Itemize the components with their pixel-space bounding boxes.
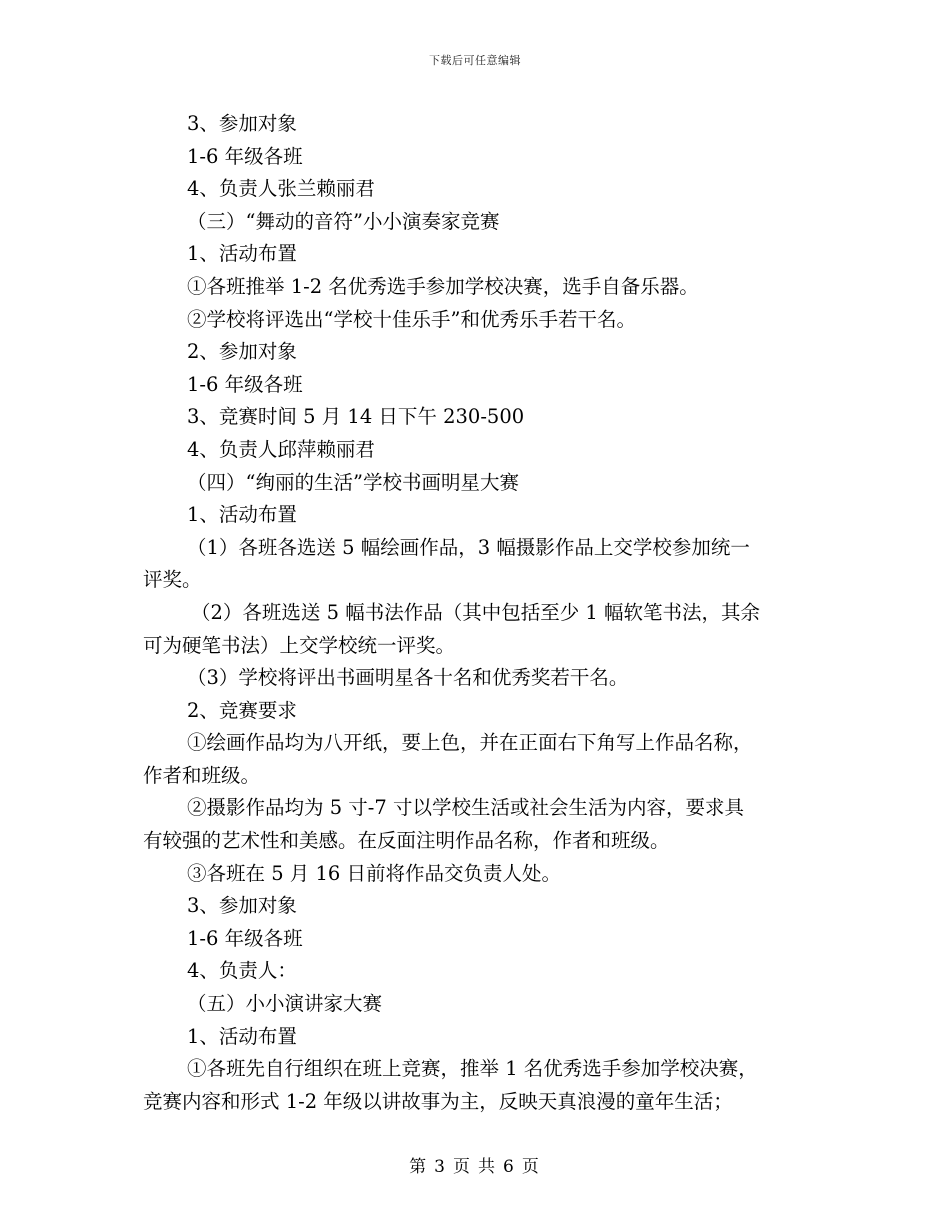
footer-total-pages: 6 bbox=[503, 1157, 516, 1177]
page-footer bbox=[0, 1152, 950, 1177]
text-line: （1）各班各选送 5 幅绘画作品，3 幅摄影作品上交学校参加统一 bbox=[187, 535, 750, 559]
text-line: ②摄影作品均为 5 寸-7 寸以学校生活或社会生活为内容，要求具 bbox=[187, 796, 744, 820]
text-line: ①各班推举 1-2 名优秀选手参加学校决赛，选手自备乐器。 bbox=[187, 274, 699, 298]
text-line: 1、活动布置 bbox=[187, 242, 297, 266]
text-line: 2、竞赛要求 bbox=[187, 698, 297, 722]
footer-total-word: 共 bbox=[478, 1157, 497, 1177]
text-line: ③各班在 5 月 16 日前将作品交负责人处。 bbox=[187, 861, 562, 885]
text-line: ①各班先自行组织在班上竞赛，推举 1 名优秀选手参加学校决赛， bbox=[187, 1057, 758, 1081]
text-line: ①绘画作品均为八开纸，要上色，并在正面右下角写上作品名称， bbox=[187, 731, 753, 755]
text-line: 1-6 年级各班 bbox=[187, 372, 303, 396]
text-line: 3、参加对象 bbox=[187, 112, 297, 135]
text-line: 1-6 年级各班 bbox=[187, 926, 303, 950]
text-line: 2、参加对象 bbox=[187, 340, 297, 364]
text-line: 4、负责人： bbox=[187, 959, 297, 983]
text-line: （三）“舞动的音符”小小演奏家竞赛 bbox=[187, 209, 500, 233]
text-line: 3、参加对象 bbox=[187, 894, 297, 918]
text-line: 1、活动布置 bbox=[187, 503, 297, 527]
text-line: ②学校将评选出“学校十佳乐手”和优秀乐手若干名。 bbox=[187, 307, 636, 331]
text-line: （四）“绚丽的生活”学校书画明星大赛 bbox=[187, 470, 519, 494]
text-line: 4、负责人邱萍赖丽君 bbox=[187, 437, 375, 461]
text-line: （五）小小演讲家大赛 bbox=[187, 992, 383, 1016]
text-line: 3、竞赛时间 5 月 14 日下午 230-500 bbox=[187, 405, 525, 429]
footer-page-word: 页 bbox=[453, 1157, 472, 1177]
text-line: 评奖。 bbox=[143, 568, 202, 592]
text-line: （2）各班选送 5 幅书法作品（其中包括至少 1 幅软笔书法，其余 bbox=[191, 600, 761, 624]
text-line: 4、负责人张兰赖丽君 bbox=[187, 177, 375, 201]
text-line: 1、活动布置 bbox=[187, 1024, 297, 1048]
footer-page-number: 3 bbox=[434, 1157, 447, 1177]
page-header-note: 下载后可任意编辑 bbox=[429, 54, 521, 67]
document-body bbox=[143, 108, 815, 1118]
text-line: 作者和班级。 bbox=[143, 763, 261, 787]
footer-prefix: 第 bbox=[409, 1157, 429, 1177]
text-line: 竞赛内容和形式 1-2 年级以讲故事为主，反映天真浪漫的童年生活； bbox=[143, 1089, 733, 1113]
text-line: 1-6 年级各班 bbox=[187, 144, 303, 168]
footer-suffix: 页 bbox=[521, 1157, 541, 1177]
text-line: 可为硬笔书法）上交学校统一评奖。 bbox=[143, 633, 456, 657]
text-line: 有较强的艺术性和美感。在反面注明作品名称，作者和班级。 bbox=[143, 829, 670, 853]
text-line: （3）学校将评出书画明星各十名和优秀奖若干名。 bbox=[187, 666, 629, 690]
